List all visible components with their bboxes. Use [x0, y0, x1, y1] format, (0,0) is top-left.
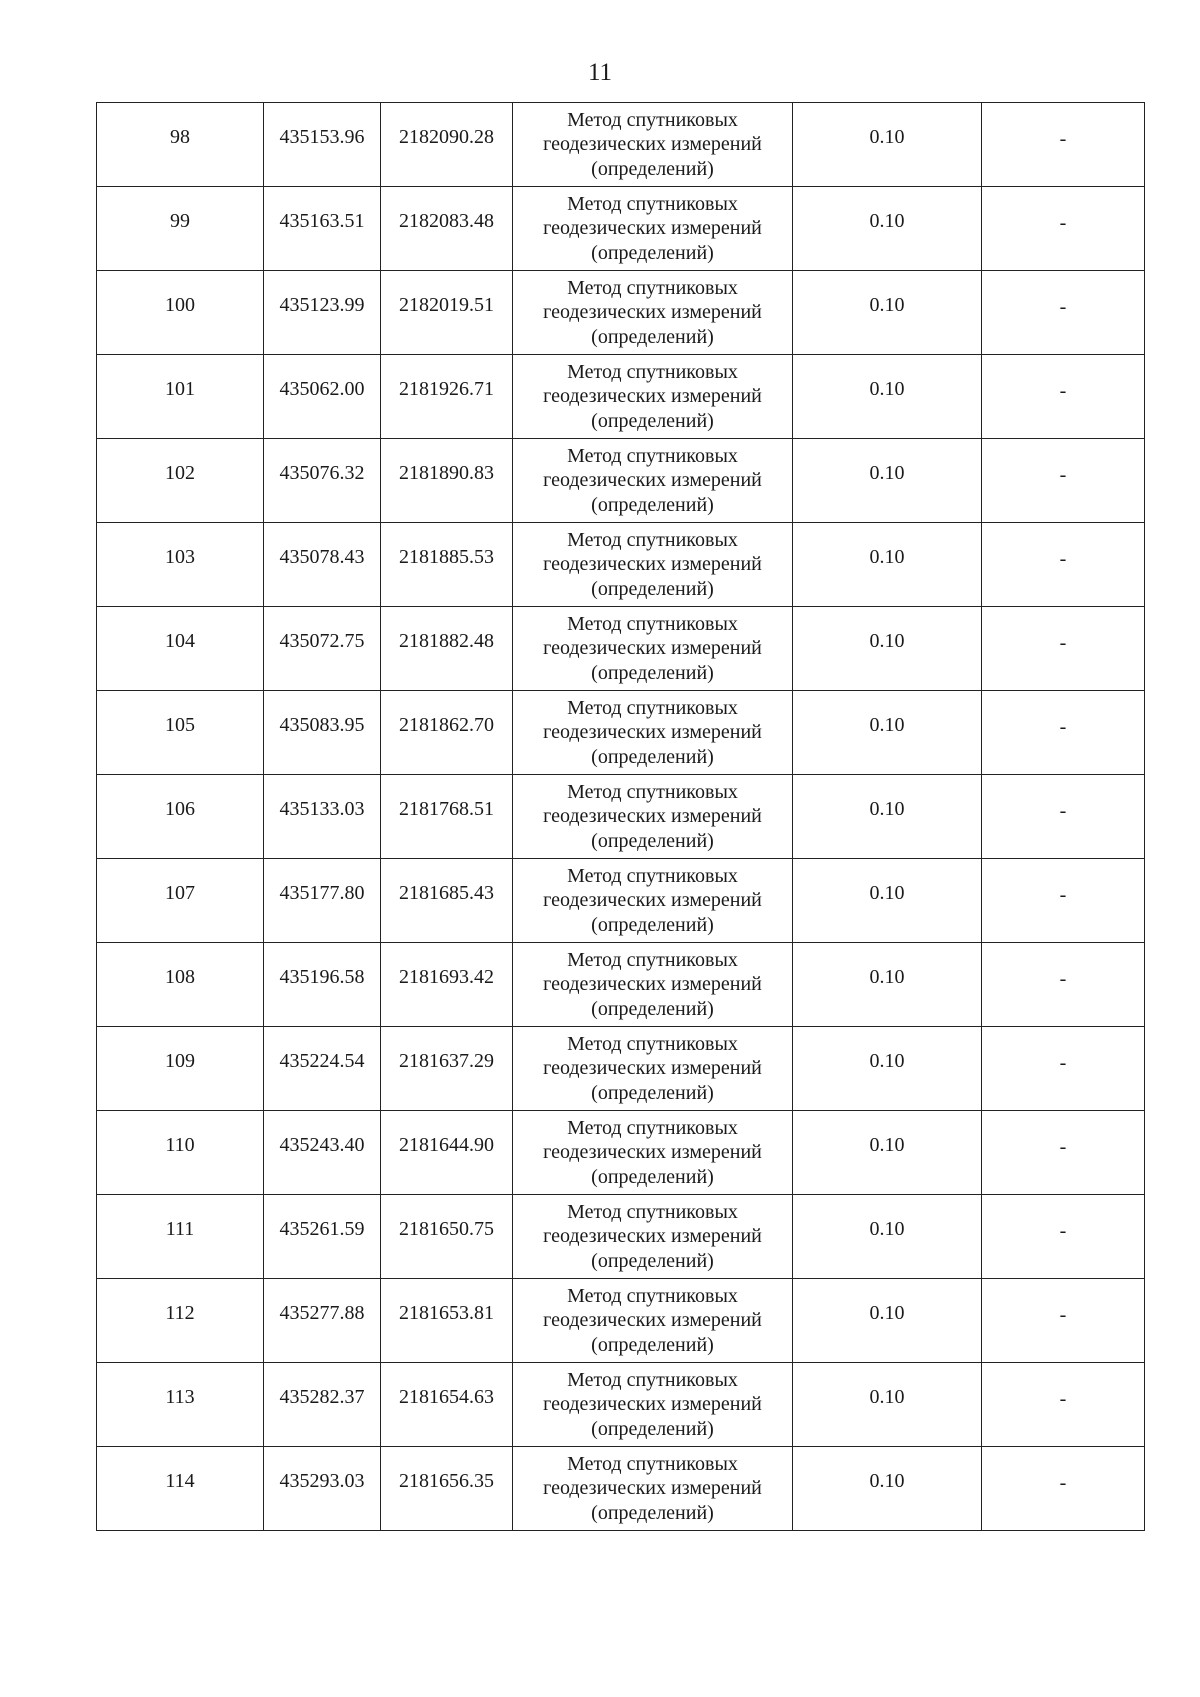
method-line: геодезических измерений — [543, 385, 762, 408]
point-number-cell: 106 — [97, 775, 264, 859]
point-number-cell: 109 — [97, 1027, 264, 1111]
method-line: (определений) — [591, 745, 714, 768]
point-number-cell: 99 — [97, 187, 264, 271]
accuracy-cell: 0.10 — [793, 187, 982, 271]
method-cell — [513, 1027, 793, 1111]
table-row — [97, 1027, 1145, 1111]
description-cell: - — [982, 103, 1145, 187]
method-line: геодезических измерений — [543, 889, 762, 912]
method-line: (определений) — [591, 1333, 714, 1356]
table-row — [97, 187, 1145, 271]
y-coordinate-cell: 2182019.51 — [381, 271, 513, 355]
y-coordinate-cell: 2181654.63 — [381, 1363, 513, 1447]
method-line: геодезических измерений — [543, 1477, 762, 1500]
method-line: Метод спутниковых — [567, 1368, 738, 1391]
accuracy-cell: 0.10 — [793, 1027, 982, 1111]
x-coordinate-cell: 435123.99 — [264, 271, 381, 355]
method-line: геодезических измерений — [543, 637, 762, 660]
coordinates-table-body — [97, 103, 1145, 1531]
method-cell — [513, 859, 793, 943]
point-number-cell: 100 — [97, 271, 264, 355]
y-coordinate-cell: 2181653.81 — [381, 1279, 513, 1363]
accuracy-cell: 0.10 — [793, 1195, 982, 1279]
point-number-cell: 98 — [97, 103, 264, 187]
point-number-cell: 104 — [97, 607, 264, 691]
method-line: геодезических измерений — [543, 1393, 762, 1416]
method-line: геодезических измерений — [543, 1225, 762, 1248]
x-coordinate-cell: 435062.00 — [264, 355, 381, 439]
x-coordinate-cell: 435177.80 — [264, 859, 381, 943]
description-cell: - — [982, 943, 1145, 1027]
y-coordinate-cell: 2181890.83 — [381, 439, 513, 523]
point-number-cell: 112 — [97, 1279, 264, 1363]
point-number-cell: 103 — [97, 523, 264, 607]
method-line: Метод спутниковых — [567, 864, 738, 887]
description-cell: - — [982, 1447, 1145, 1531]
method-line: (определений) — [591, 493, 714, 516]
point-number-cell: 113 — [97, 1363, 264, 1447]
method-line: Метод спутниковых — [567, 360, 738, 383]
method-line: (определений) — [591, 1081, 714, 1104]
method-line: (определений) — [591, 829, 714, 852]
accuracy-cell: 0.10 — [793, 439, 982, 523]
y-coordinate-cell: 2181656.35 — [381, 1447, 513, 1531]
method-line: геодезических измерений — [543, 217, 762, 240]
accuracy-cell: 0.10 — [793, 1447, 982, 1531]
y-coordinate-cell: 2182083.48 — [381, 187, 513, 271]
y-coordinate-cell: 2181650.75 — [381, 1195, 513, 1279]
description-cell: - — [982, 691, 1145, 775]
x-coordinate-cell: 435078.43 — [264, 523, 381, 607]
y-coordinate-cell: 2181644.90 — [381, 1111, 513, 1195]
table-row — [97, 607, 1145, 691]
table-row — [97, 1363, 1145, 1447]
y-coordinate-cell: 2181862.70 — [381, 691, 513, 775]
method-line: Метод спутниковых — [567, 612, 738, 635]
method-line: геодезических измерений — [543, 1141, 762, 1164]
accuracy-cell: 0.10 — [793, 943, 982, 1027]
method-cell — [513, 187, 793, 271]
description-cell: - — [982, 355, 1145, 439]
accuracy-cell: 0.10 — [793, 859, 982, 943]
accuracy-cell: 0.10 — [793, 691, 982, 775]
method-line: геодезических измерений — [543, 301, 762, 324]
x-coordinate-cell: 435163.51 — [264, 187, 381, 271]
method-cell — [513, 1111, 793, 1195]
accuracy-cell: 0.10 — [793, 607, 982, 691]
method-cell — [513, 1363, 793, 1447]
y-coordinate-cell: 2181685.43 — [381, 859, 513, 943]
table-row — [97, 1195, 1145, 1279]
description-cell: - — [982, 439, 1145, 523]
method-line: (определений) — [591, 241, 714, 264]
coordinates-table — [96, 102, 1145, 1531]
description-cell: - — [982, 523, 1145, 607]
method-line: Метод спутниковых — [567, 780, 738, 803]
table-row — [97, 859, 1145, 943]
description-cell: - — [982, 1111, 1145, 1195]
x-coordinate-cell: 435261.59 — [264, 1195, 381, 1279]
method-line: геодезических измерений — [543, 805, 762, 828]
method-line: Метод спутниковых — [567, 192, 738, 215]
table-row — [97, 1447, 1145, 1531]
accuracy-cell: 0.10 — [793, 1279, 982, 1363]
method-line: геодезических измерений — [543, 469, 762, 492]
point-number-cell: 114 — [97, 1447, 264, 1531]
accuracy-cell: 0.10 — [793, 1363, 982, 1447]
method-line: геодезических измерений — [543, 1309, 762, 1332]
method-line: Метод спутниковых — [567, 1032, 738, 1055]
point-number-cell: 101 — [97, 355, 264, 439]
method-cell — [513, 1447, 793, 1531]
accuracy-cell: 0.10 — [793, 271, 982, 355]
method-line: Метод спутниковых — [567, 948, 738, 971]
method-line: геодезических измерений — [543, 1057, 762, 1080]
method-line: Метод спутниковых — [567, 528, 738, 551]
method-line: (определений) — [591, 997, 714, 1020]
accuracy-cell: 0.10 — [793, 523, 982, 607]
method-cell — [513, 691, 793, 775]
table-row — [97, 775, 1145, 859]
method-line: Метод спутниковых — [567, 276, 738, 299]
method-line: Метод спутниковых — [567, 444, 738, 467]
x-coordinate-cell: 435293.03 — [264, 1447, 381, 1531]
x-coordinate-cell: 435196.58 — [264, 943, 381, 1027]
method-line: (определений) — [591, 1501, 714, 1524]
description-cell: - — [982, 1195, 1145, 1279]
description-cell: - — [982, 859, 1145, 943]
accuracy-cell: 0.10 — [793, 355, 982, 439]
x-coordinate-cell: 435072.75 — [264, 607, 381, 691]
y-coordinate-cell: 2181885.53 — [381, 523, 513, 607]
page-number: 11 — [587, 59, 613, 86]
method-line: (определений) — [591, 1417, 714, 1440]
y-coordinate-cell: 2181882.48 — [381, 607, 513, 691]
method-cell — [513, 355, 793, 439]
method-line: (определений) — [591, 1249, 714, 1272]
table-row — [97, 691, 1145, 775]
x-coordinate-cell: 435153.96 — [264, 103, 381, 187]
x-coordinate-cell: 435076.32 — [264, 439, 381, 523]
method-line: (определений) — [591, 325, 714, 348]
description-cell: - — [982, 1363, 1145, 1447]
method-cell — [513, 523, 793, 607]
method-cell — [513, 271, 793, 355]
description-cell: - — [982, 1027, 1145, 1111]
x-coordinate-cell: 435224.54 — [264, 1027, 381, 1111]
description-cell: - — [982, 1279, 1145, 1363]
accuracy-cell: 0.10 — [793, 103, 982, 187]
table-row — [97, 1111, 1145, 1195]
method-cell — [513, 103, 793, 187]
table-row — [97, 355, 1145, 439]
method-line: (определений) — [591, 1165, 714, 1188]
table-row — [97, 943, 1145, 1027]
y-coordinate-cell: 2181926.71 — [381, 355, 513, 439]
y-coordinate-cell: 2181693.42 — [381, 943, 513, 1027]
x-coordinate-cell: 435277.88 — [264, 1279, 381, 1363]
point-number-cell: 111 — [97, 1195, 264, 1279]
point-number-cell: 108 — [97, 943, 264, 1027]
point-number-cell: 102 — [97, 439, 264, 523]
table-row — [97, 1279, 1145, 1363]
description-cell: - — [982, 271, 1145, 355]
x-coordinate-cell: 435282.37 — [264, 1363, 381, 1447]
method-line: (определений) — [591, 661, 714, 684]
method-line: геодезических измерений — [543, 973, 762, 996]
method-cell — [513, 775, 793, 859]
method-line: Метод спутниковых — [567, 1452, 738, 1475]
method-line: Метод спутниковых — [567, 1116, 738, 1139]
y-coordinate-cell: 2181768.51 — [381, 775, 513, 859]
method-line: геодезических измерений — [543, 553, 762, 576]
method-cell — [513, 943, 793, 1027]
method-line: геодезических измерений — [543, 721, 762, 744]
method-line: Метод спутниковых — [567, 696, 738, 719]
x-coordinate-cell: 435133.03 — [264, 775, 381, 859]
method-line: Метод спутниковых — [567, 108, 738, 131]
description-cell: - — [982, 187, 1145, 271]
point-number-cell: 110 — [97, 1111, 264, 1195]
y-coordinate-cell: 2181637.29 — [381, 1027, 513, 1111]
y-coordinate-cell: 2182090.28 — [381, 103, 513, 187]
method-cell — [513, 1279, 793, 1363]
x-coordinate-cell: 435083.95 — [264, 691, 381, 775]
method-cell — [513, 439, 793, 523]
point-number-cell: 105 — [97, 691, 264, 775]
description-cell: - — [982, 775, 1145, 859]
description-cell: - — [982, 607, 1145, 691]
accuracy-cell: 0.10 — [793, 775, 982, 859]
table-row — [97, 523, 1145, 607]
method-line: (определений) — [591, 157, 714, 180]
point-number-cell: 107 — [97, 859, 264, 943]
method-cell — [513, 1195, 793, 1279]
method-line: (определений) — [591, 409, 714, 432]
method-cell — [513, 607, 793, 691]
method-line: (определений) — [591, 577, 714, 600]
table-row — [97, 103, 1145, 187]
method-line: Метод спутниковых — [567, 1200, 738, 1223]
accuracy-cell: 0.10 — [793, 1111, 982, 1195]
table-row — [97, 439, 1145, 523]
table-row — [97, 271, 1145, 355]
method-line: геодезических измерений — [543, 133, 762, 156]
method-line: Метод спутниковых — [567, 1284, 738, 1307]
x-coordinate-cell: 435243.40 — [264, 1111, 381, 1195]
method-line: (определений) — [591, 913, 714, 936]
